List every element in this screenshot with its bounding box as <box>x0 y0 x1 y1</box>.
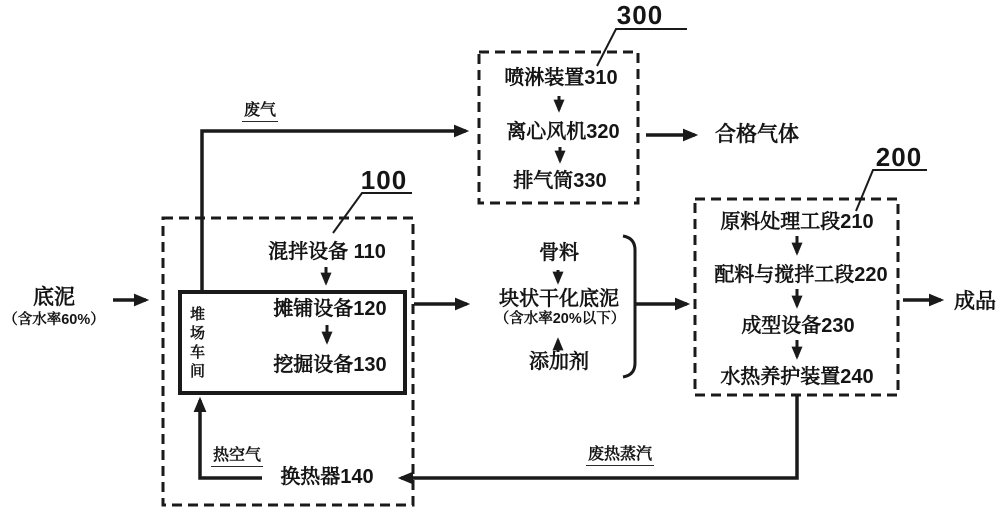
hot-air-label: 热空气 <box>211 447 263 467</box>
waste-heat-steam-label: 废热蒸汽 <box>586 446 654 466</box>
paving-equipment-120: 摊铺设备120 <box>273 298 387 320</box>
input-sludge-label <box>0 285 112 329</box>
dried-sludge-label: 块状干化底泥 <box>499 288 619 310</box>
forming-equipment-230: 成型设备230 <box>741 315 855 337</box>
product-label: 成品 <box>954 290 996 313</box>
ref-number-100: 100 <box>360 165 408 195</box>
yard-workshop-label: 堆场车间 <box>188 306 205 382</box>
raw-material-processing-210: 原料处理工段210 <box>720 211 874 233</box>
callout-line-100 <box>333 193 412 233</box>
qualified-gas-label: 合格气体 <box>715 123 799 146</box>
callout-line-300 <box>597 29 687 66</box>
batching-mixing-220: 配料与搅拌工段220 <box>714 264 888 286</box>
hydrothermal-curing-240: 水热养护装置240 <box>720 366 874 388</box>
callout-line-200 <box>856 170 927 211</box>
excavating-equipment-130: 挖掘设备130 <box>273 354 387 376</box>
ref-number-300: 300 <box>616 0 664 30</box>
arrow-waste-gas <box>202 131 466 292</box>
waste-gas-label: 废气 <box>242 102 278 122</box>
dried-sludge-note: （含水率20%以下） <box>494 311 626 327</box>
input-sludge-note: （含水率60%） <box>3 312 105 329</box>
centrifugal-fan-320: 离心风机320 <box>506 121 620 143</box>
ref-number-200: 200 <box>875 142 923 172</box>
aggregate-label: 骨料 <box>539 242 579 264</box>
input-sludge-name: 底泥 <box>33 286 75 309</box>
exhaust-stack-330: 排气筒330 <box>513 170 607 192</box>
spray-device-310: 喷淋装置310 <box>504 67 618 89</box>
additive-label: 添加剂 <box>529 351 589 373</box>
heat-exchanger-140: 换热器140 <box>280 466 374 488</box>
mixing-equipment-110: 混拌设备 110 <box>268 241 386 263</box>
